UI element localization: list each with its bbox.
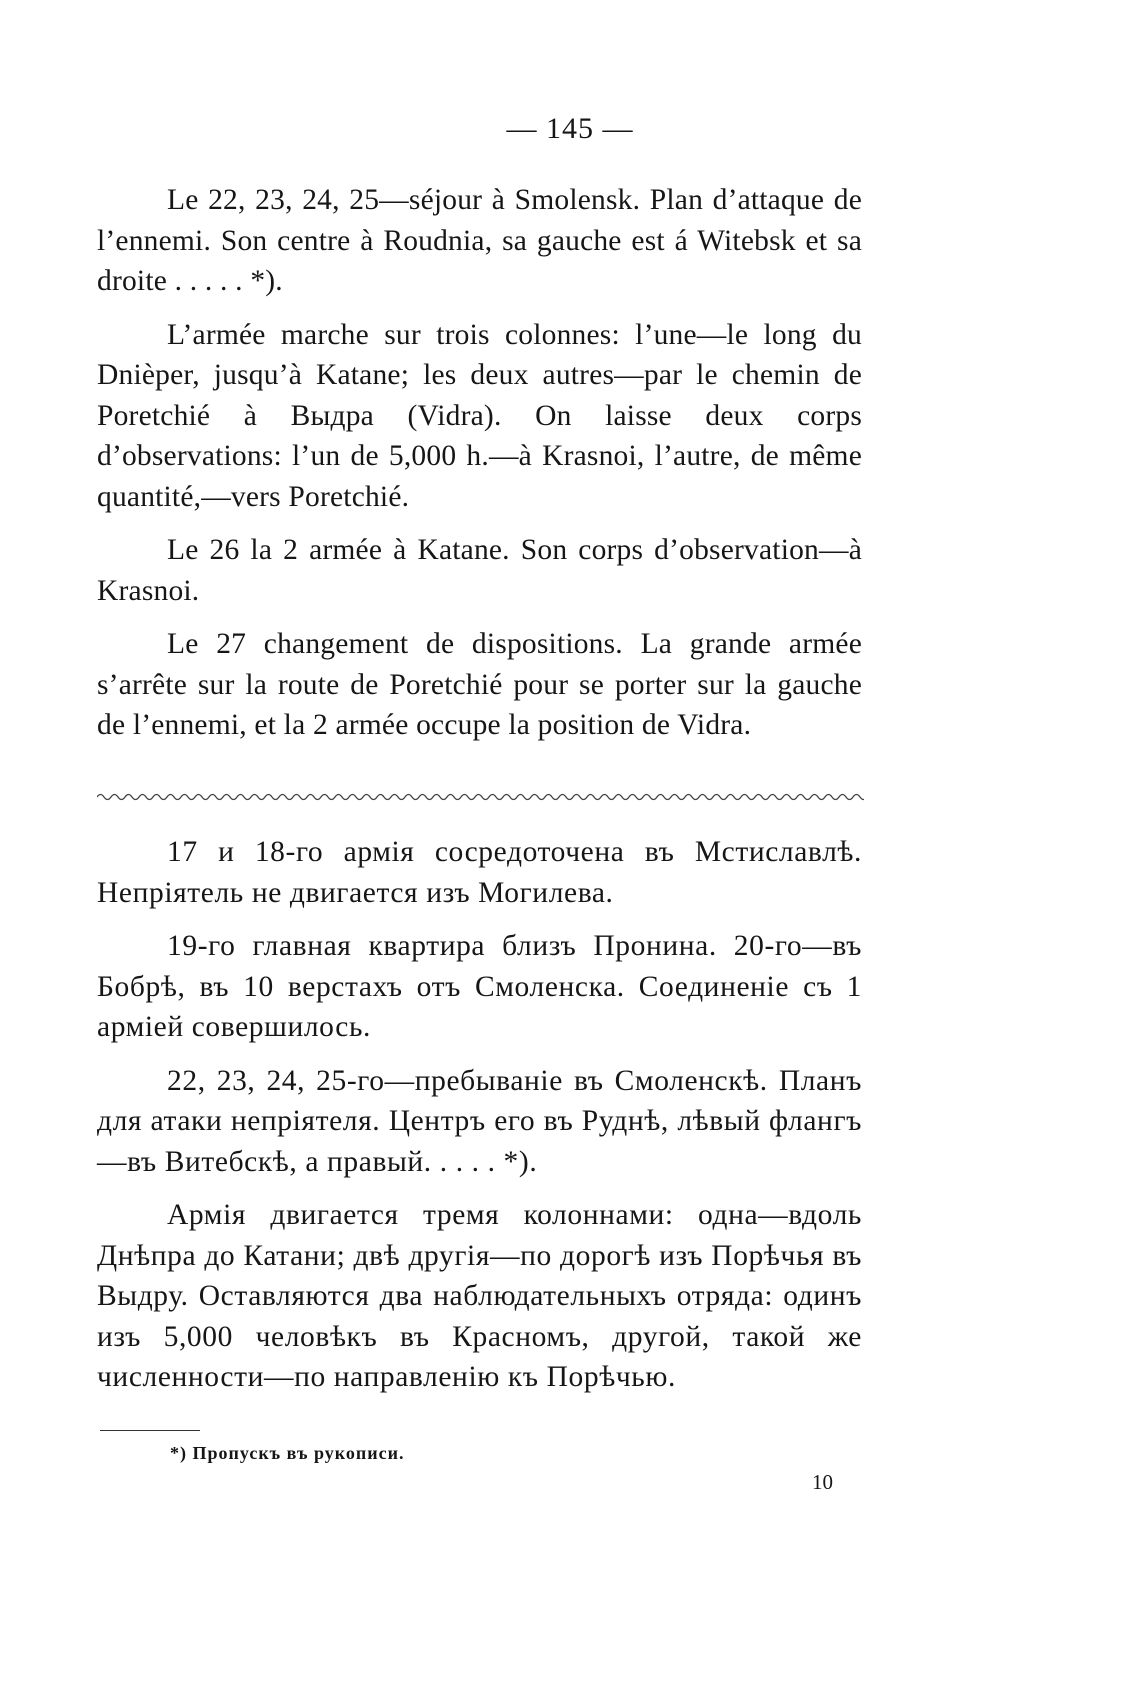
paragraph: Армія двигается тремя колоннами: одна—вдоль Днѣпра до Катани; двѣ другія—по дорогѣ изъ Порѣчья въ Выдру. Оставляются два наблюдательныхъ отряда: одинъ изъ 5,000 человѣкъ въ Красномъ, другой, такой же численности—по направленію къ Порѣчью. <box>97 1199 862 1393</box>
wavy-separator <box>97 790 864 804</box>
footnote: *) Пропускъ въ рукописи. <box>170 1443 405 1463</box>
paragraph: Le 22, 23, 24, 25—séjour à Smolensk. Plan d’attaque de l’ennemi. Son centre à Roudnia, sa gauche est á Witebsk et sa droite . . . . . *). <box>97 184 862 297</box>
paragraph: 22, 23, 24, 25-го—пребываніе въ Смоленскѣ. Планъ для атаки непріятеля. Центръ его въ Руднѣ, лѣвый флангъ—въ Витебскѣ, а правый. . . . . *). <box>97 1064 862 1178</box>
sheet-number: 10 <box>812 1470 833 1494</box>
footnote-rule <box>100 1430 200 1431</box>
page-number: — 145 — <box>506 112 634 145</box>
paragraph: Le 27 changement de dispositions. La grande armée s’arrête sur la route de Poretchié pour se porter sur la gauche de l’ennemi, et la 2 armée occupe la position de Vidra. <box>97 628 862 741</box>
paragraph: L’armée marche sur trois colonnes: l’une—le long du Dnièper, jusqu’à Katane; les deux autres—par le chemin de Poretchié à Выдра (Vidra). On laisse deux corps d’observations: l’un de 5,000 h.—à Krasnoi, l’autre, de même quantité,—vers Poretchié. <box>97 318 862 513</box>
paragraph: Le 26 la 2 armée à Katane. Son corps d’observation—à Krasnoi. <box>97 534 862 607</box>
french-text <box>97 180 862 746</box>
russian-text <box>97 832 862 1398</box>
paragraph: 19-го главная квартира близъ Пронина. 20-го—въ Бобрѣ, въ 10 верстахъ отъ Смоленска. Соединеніе съ 1 арміей совершилось. <box>97 930 862 1043</box>
paragraph: 17 и 18-го армія сосредоточена въ Мстиславлѣ. Непріятель не двигается изъ Могилева. <box>97 836 862 909</box>
